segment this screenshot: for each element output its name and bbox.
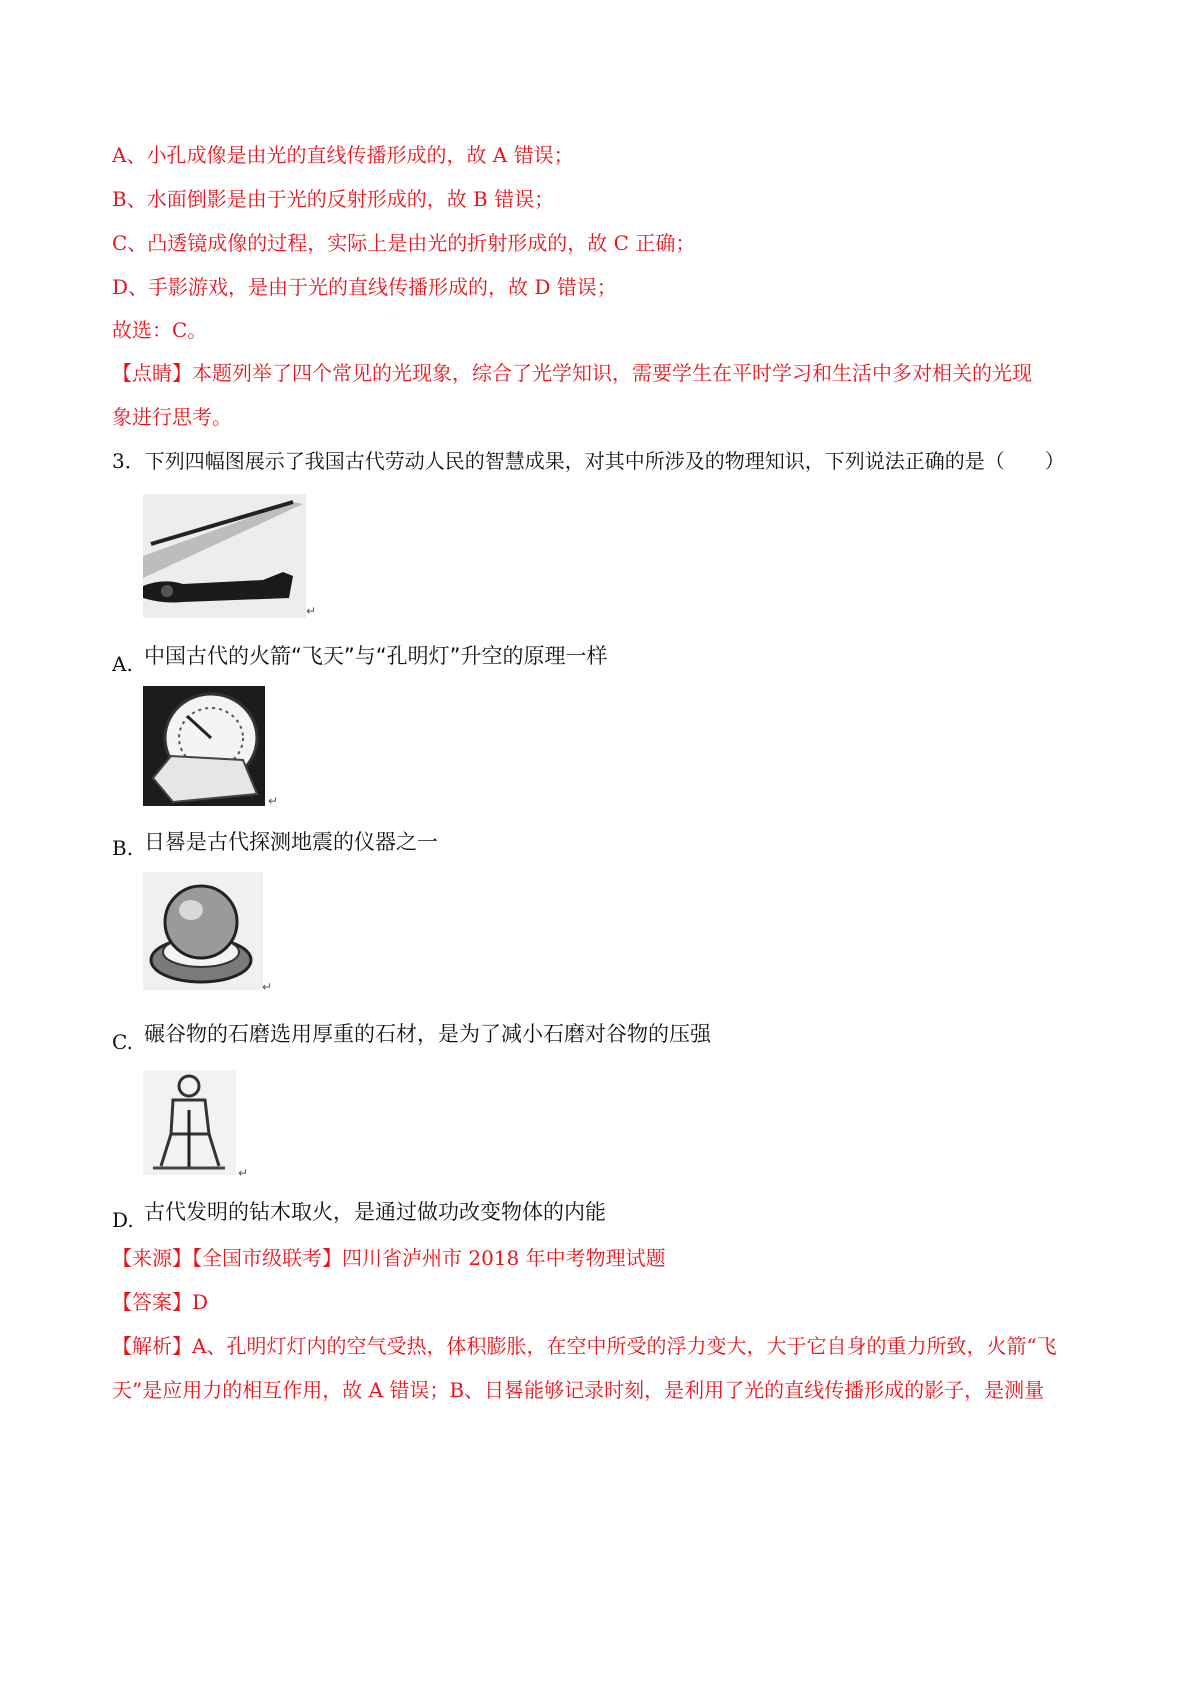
- analysis-line-a: A、小孔成像是由光的直线传播形成的，故 A 错误；: [112, 143, 574, 167]
- analysis-choice: 故选：C。: [112, 318, 208, 342]
- analysis-line-b: B、水面倒影是由于光的反射形成的，故 B 错误；: [112, 187, 555, 211]
- analysis-line-d: D、手影游戏，是由于光的直线传播形成的，故 D 错误；: [112, 275, 617, 299]
- answer-line: 【答案】D: [112, 1290, 209, 1314]
- fire-drill-figure: [143, 1070, 236, 1175]
- explanation-line-1: 【解析】A、孔明灯灯内的空气受热，体积膨胀，在空中所受的浮力变大，大于它自身的重力所致，火箭“飞: [112, 1334, 1057, 1358]
- return-mark-c: ↵: [262, 980, 273, 994]
- question-text: [112, 449, 1065, 473]
- comment-line-1: 【点睛】本题列举了四个常见的光现象，综合了光学知识，需要学生在平时学习和生活中多对相关的光现: [112, 361, 1032, 385]
- return-mark-b: ↵: [268, 794, 279, 808]
- millstone-figure: [143, 872, 263, 990]
- sundial-figure: [143, 686, 265, 806]
- question-stem: 3．下列四幅图展示了我国古代劳动人民的智慧成果，对其中所涉及的物理知识，下列说法正确的是（: [112, 449, 1005, 473]
- option-a-text: 中国古代的火箭“飞天”与“孔明灯”升空的原理一样: [144, 644, 608, 668]
- option-c-text: 碾谷物的石磨选用厚重的石材，是为了减小石磨对谷物的压强: [144, 1022, 711, 1046]
- option-c-letter: C.: [112, 1030, 133, 1054]
- option-d-text: 古代发明的钻木取火，是通过做功改变物体的内能: [144, 1200, 606, 1224]
- option-d-letter: D.: [112, 1208, 134, 1232]
- explanation-line-2: 天”是应用力的相互作用，故 A 错误；B、日晷能够记录时刻，是利用了光的直线传播形成的影子，是测量: [112, 1378, 1045, 1402]
- source-line: 【来源】【全国市级联考】四川省泸州市 2018 年中考物理试题: [112, 1246, 666, 1270]
- return-mark-d: ↵: [238, 1166, 249, 1180]
- rocket-figure: [143, 494, 306, 618]
- return-mark-a: ↵: [306, 604, 317, 618]
- option-b-letter: B.: [112, 836, 134, 860]
- option-b-text: 日晷是古代探测地震的仪器之一: [144, 830, 438, 854]
- question-close-paren: ）: [1044, 449, 1065, 473]
- analysis-line-c: C、凸透镜成像的过程，实际上是由光的折射形成的，故 C 正确；: [112, 231, 696, 255]
- option-a-letter: A.: [112, 652, 133, 676]
- comment-line-2: 象进行思考。: [112, 405, 232, 429]
